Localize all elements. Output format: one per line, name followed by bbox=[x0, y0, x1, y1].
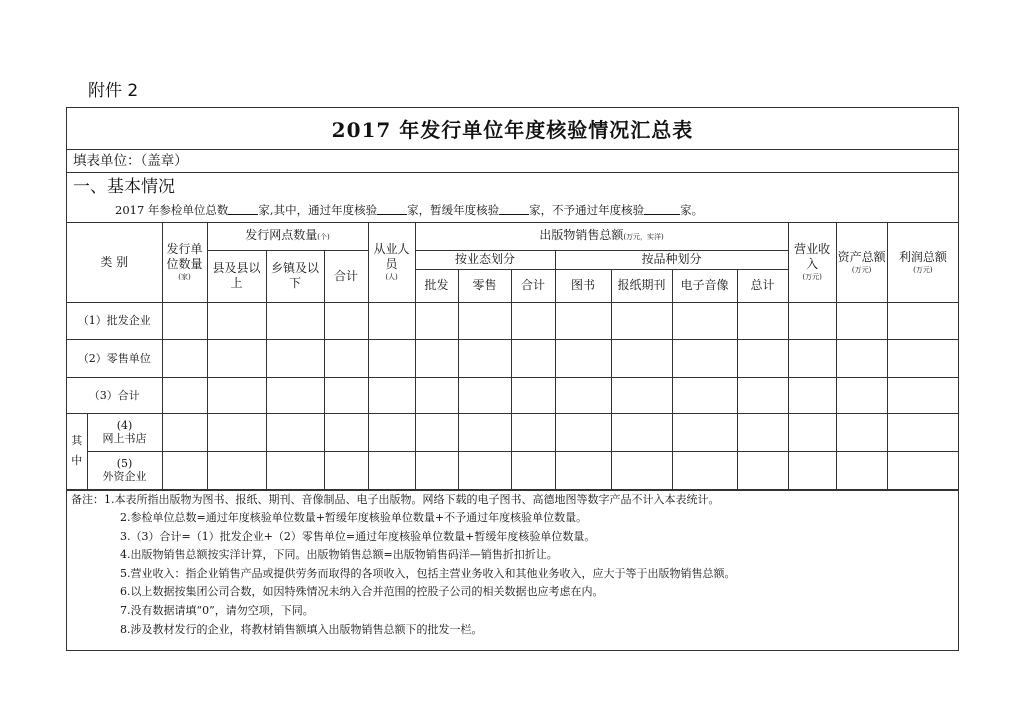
blank-passed-count[interactable] bbox=[377, 202, 407, 215]
table-cell[interactable] bbox=[266, 377, 324, 413]
table-cell[interactable] bbox=[611, 339, 672, 377]
header-by-type: 按品种划分 bbox=[555, 250, 788, 269]
row-num-online: (4) bbox=[116, 419, 133, 432]
table-cell[interactable] bbox=[207, 413, 266, 451]
row-text-online: 网上书店 bbox=[102, 432, 147, 445]
table-cell[interactable] bbox=[511, 339, 555, 377]
table-cell[interactable] bbox=[458, 339, 511, 377]
note-1: 备注：1.本表所指出版物为图书、报纸、期刊、音像制品、电子出版物。网络下载的电子图书、高德地图等数字产品不计入本表统计。 bbox=[71, 492, 720, 506]
table-cell[interactable] bbox=[788, 451, 836, 489]
table-cell[interactable] bbox=[458, 377, 511, 413]
table-cell[interactable] bbox=[672, 302, 737, 339]
notes-section bbox=[67, 490, 958, 640]
header-unit-count-unit: (家) bbox=[178, 273, 191, 282]
section-heading: 一、基本情况 bbox=[73, 177, 175, 197]
table-cell[interactable] bbox=[555, 302, 611, 339]
table-cell[interactable] bbox=[162, 302, 207, 339]
header-sales-label: 出版物销售总额 bbox=[539, 227, 624, 242]
table-cell[interactable] bbox=[511, 302, 555, 339]
header-staff bbox=[368, 223, 415, 302]
header-unit-count-label: 发行单位数量 bbox=[166, 242, 203, 272]
header-av: 电子音像 bbox=[672, 269, 737, 302]
note-3: 3.（3）合计=（1）批发企业+（2）零售单位=通过年度核验单位数量+暂缓年度核验单位数量。 bbox=[120, 529, 596, 543]
table-cell[interactable] bbox=[368, 413, 415, 451]
header-outlets-unit: (个) bbox=[317, 232, 330, 241]
table-cell[interactable] bbox=[415, 339, 458, 377]
table-cell[interactable] bbox=[207, 339, 266, 377]
table-cell[interactable] bbox=[788, 339, 836, 377]
header-books: 图书 bbox=[555, 269, 611, 302]
blank-total-count[interactable] bbox=[228, 202, 258, 215]
header-sales bbox=[415, 223, 788, 250]
note-8: 8.涉及教材发行的企业，将教材销售额填入出版物销售总额下的批发一栏。 bbox=[120, 622, 483, 636]
table-cell[interactable] bbox=[836, 339, 887, 377]
table-cell[interactable] bbox=[162, 377, 207, 413]
note-2: 2.参检单位总数=通过年度核验单位数量+暂缓年度核验单位数量+不予通过年度核验单位数量。 bbox=[120, 511, 588, 525]
row-label-total: （3）合计 bbox=[67, 377, 162, 413]
table-cell[interactable] bbox=[672, 339, 737, 377]
note-5: 5.营业收入：指企业销售产品或提供劳务而取得的各项收入，包括主营业务收入和其他业务收入，应大于等于出版物销售总额。 bbox=[120, 566, 736, 580]
table-cell[interactable] bbox=[555, 451, 611, 489]
table-cell[interactable] bbox=[511, 377, 555, 413]
header-revenue-label: 营业收入 bbox=[794, 242, 831, 272]
table-cell[interactable] bbox=[207, 451, 266, 489]
row-label-retail-unit: （2）零售单位 bbox=[67, 339, 162, 377]
table-cell[interactable] bbox=[266, 451, 324, 489]
table-cell[interactable] bbox=[324, 302, 368, 339]
data-table bbox=[67, 223, 958, 490]
table-row bbox=[67, 413, 958, 451]
table-cell[interactable] bbox=[836, 451, 887, 489]
table-cell[interactable] bbox=[737, 302, 788, 339]
table-cell[interactable] bbox=[836, 413, 887, 451]
table-cell[interactable] bbox=[458, 302, 511, 339]
table-cell[interactable] bbox=[415, 377, 458, 413]
note-7: 7.没有数据请填“0”，请勿空项，下同。 bbox=[120, 604, 314, 618]
header-staff-label: 从业人员 bbox=[373, 242, 410, 272]
header-assets-unit: (万元) bbox=[851, 265, 872, 274]
header-business-total: 合计 bbox=[511, 269, 555, 302]
table-cell[interactable] bbox=[887, 451, 958, 489]
header-profit-label: 利润总额 bbox=[898, 249, 947, 264]
table-cell[interactable] bbox=[555, 339, 611, 377]
table-cell[interactable] bbox=[368, 339, 415, 377]
table-cell[interactable] bbox=[415, 302, 458, 339]
header-revenue bbox=[788, 223, 836, 302]
table-cell[interactable] bbox=[887, 302, 958, 339]
table-cell[interactable] bbox=[788, 302, 836, 339]
table-cell[interactable] bbox=[836, 302, 887, 339]
table-cell[interactable] bbox=[368, 302, 415, 339]
table-cell[interactable] bbox=[672, 413, 737, 451]
filler-unit-line: 填表单位：（盖章） bbox=[67, 150, 958, 173]
table-cell[interactable] bbox=[415, 451, 458, 489]
header-unit-count bbox=[162, 223, 207, 302]
row-label-wholesale-enterprise: （1）批发企业 bbox=[67, 302, 162, 339]
table-cell[interactable] bbox=[368, 377, 415, 413]
table-row bbox=[67, 302, 958, 339]
header-outlets-town: 乡镇及以下 bbox=[266, 250, 324, 302]
table-cell[interactable] bbox=[324, 413, 368, 451]
table-cell[interactable] bbox=[511, 451, 555, 489]
header-by-business: 按业态划分 bbox=[415, 250, 555, 269]
unit-count-line bbox=[67, 199, 958, 223]
table-cell[interactable] bbox=[415, 413, 458, 451]
table-cell[interactable] bbox=[611, 377, 672, 413]
row-label-among: 其中 bbox=[67, 413, 87, 489]
attachment-label: 附件 2 bbox=[88, 81, 139, 101]
table-cell[interactable] bbox=[266, 302, 324, 339]
table-row bbox=[67, 339, 958, 377]
header-profit-unit: (万元) bbox=[913, 265, 933, 274]
table-cell[interactable] bbox=[266, 339, 324, 377]
count-text-end: 家。 bbox=[680, 203, 704, 217]
header-wholesale: 批发 bbox=[415, 269, 458, 302]
table-cell[interactable] bbox=[458, 451, 511, 489]
table-cell[interactable] bbox=[887, 377, 958, 413]
row-label-online-store bbox=[87, 413, 162, 451]
count-text-deferred: 家，暂缓年度核验 bbox=[407, 203, 500, 217]
table-cell[interactable] bbox=[324, 339, 368, 377]
table-cell[interactable] bbox=[672, 377, 737, 413]
table-cell[interactable] bbox=[555, 377, 611, 413]
note-4: 4.出版物销售总额按实洋计算，下同。出版物销售总额=出版物销售码洋—销售折扣折让。 bbox=[120, 548, 558, 562]
table-cell[interactable] bbox=[887, 339, 958, 377]
table-cell[interactable] bbox=[737, 413, 788, 451]
table-row bbox=[67, 377, 958, 413]
header-outlets-label: 发行网点数量 bbox=[245, 227, 318, 242]
table-cell[interactable] bbox=[611, 413, 672, 451]
header-profit bbox=[887, 223, 958, 302]
header-outlets bbox=[207, 223, 368, 250]
table-cell[interactable] bbox=[511, 413, 555, 451]
table-cell[interactable] bbox=[162, 451, 207, 489]
table-cell[interactable] bbox=[162, 339, 207, 377]
table-cell[interactable] bbox=[324, 451, 368, 489]
note-6: 6.以上数据按集团公司合数，如因特殊情况未纳入合并范围的控股子公司的相关数据也应考虑在内。 bbox=[120, 585, 604, 599]
header-outlets-county: 县及县以上 bbox=[207, 250, 266, 302]
table-cell[interactable] bbox=[266, 413, 324, 451]
table-cell[interactable] bbox=[611, 302, 672, 339]
row-label-foreign-enterprise bbox=[87, 451, 162, 489]
count-text-passed: 家,其中，通过年度核验 bbox=[258, 203, 378, 217]
table-cell[interactable] bbox=[207, 377, 266, 413]
table-cell[interactable] bbox=[207, 302, 266, 339]
table-cell[interactable] bbox=[737, 451, 788, 489]
table-cell[interactable] bbox=[555, 413, 611, 451]
table-cell[interactable] bbox=[788, 377, 836, 413]
summary-form bbox=[66, 107, 959, 651]
header-revenue-unit: (万元) bbox=[802, 273, 822, 282]
table-cell[interactable] bbox=[458, 413, 511, 451]
header-retail: 零售 bbox=[458, 269, 511, 302]
blank-failed-count[interactable] bbox=[644, 202, 680, 215]
table-row bbox=[67, 451, 958, 489]
table-cell[interactable] bbox=[368, 451, 415, 489]
header-sales-unit: (万元，实洋) bbox=[623, 232, 664, 241]
table-cell[interactable] bbox=[737, 377, 788, 413]
blank-deferred-count[interactable] bbox=[499, 202, 529, 215]
count-text-total: 2017 年参检单位总数 bbox=[115, 203, 229, 217]
header-assets bbox=[836, 223, 887, 302]
form-title: 2017 年发行单位年度核验情况汇总表 bbox=[67, 108, 958, 150]
header-periodicals: 报纸期刊 bbox=[611, 269, 672, 302]
table-cell[interactable] bbox=[887, 413, 958, 451]
header-staff-unit: (人) bbox=[385, 273, 398, 282]
header-type-total: 总计 bbox=[737, 269, 788, 302]
table-cell[interactable] bbox=[788, 413, 836, 451]
table-cell[interactable] bbox=[737, 339, 788, 377]
table-cell[interactable] bbox=[611, 451, 672, 489]
table-cell[interactable] bbox=[672, 451, 737, 489]
table-cell[interactable] bbox=[836, 377, 887, 413]
table-cell[interactable] bbox=[324, 377, 368, 413]
row-num-foreign: (5) bbox=[116, 457, 133, 470]
header-outlets-total: 合计 bbox=[324, 250, 368, 302]
header-assets-label: 资产总额 bbox=[837, 249, 886, 264]
header-category: 类 别 bbox=[67, 223, 162, 302]
count-text-failed: 家，不予通过年度核验 bbox=[529, 203, 645, 217]
table-cell[interactable] bbox=[162, 413, 207, 451]
row-text-foreign: 外资企业 bbox=[102, 470, 147, 483]
